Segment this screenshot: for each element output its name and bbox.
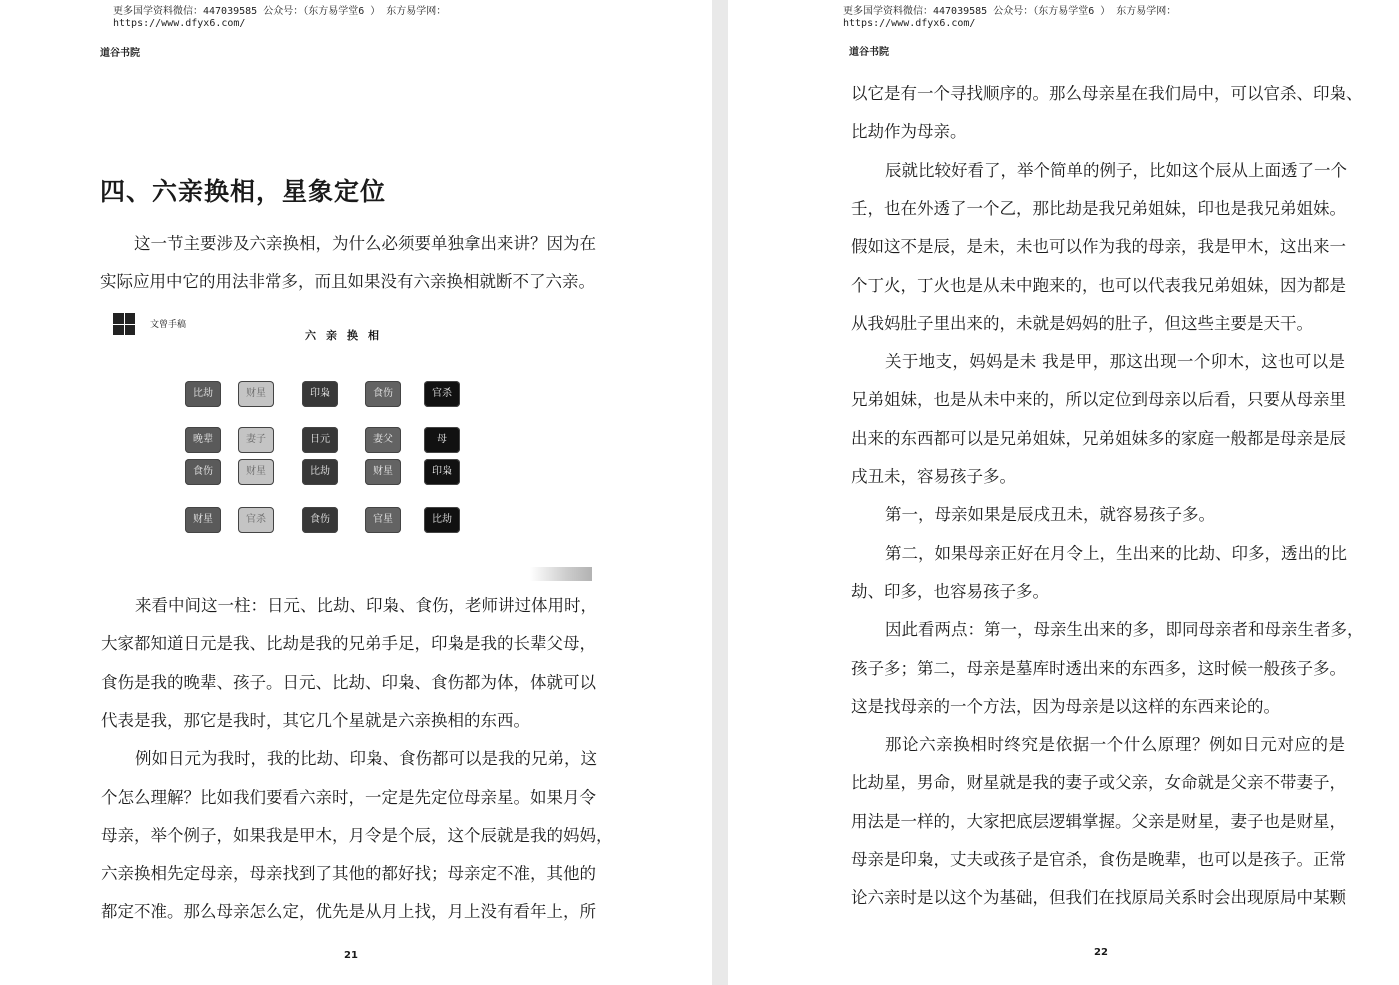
page-number: 22 — [1094, 947, 1108, 958]
relative-star-box: 食伤 — [302, 507, 338, 533]
text-line: 母亲，举个例子，如果我是甲木，月令是个辰，这个辰就是我的妈妈， — [101, 825, 613, 845]
watermark-url: https://www.dfyx6.com/ — [843, 18, 976, 29]
watermark — [843, 6, 1176, 30]
publisher-label: 道谷书院 — [849, 47, 889, 58]
relative-star-box: 妻父 — [365, 427, 401, 453]
text-line: 母亲是印枭，丈夫或孩子是官杀，食伤是晚辈，也可以是孩子。正常 — [851, 850, 1346, 869]
text-line: 个怎么理解？比如我们要看六亲时，一定是先定位母亲星。如果月令 — [101, 787, 596, 807]
relative-star-box: 财星 — [238, 381, 274, 407]
relative-star-box: 比劫 — [185, 381, 221, 407]
text-line: 辰就比较好看了，举个简单的例子，比如这个辰从上面透了一个 — [885, 160, 1347, 180]
text-line: 出来的东西都可以是兄弟姐妹，兄弟姐妹多的家庭一般都是母亲是辰 — [851, 428, 1346, 448]
relative-star-box: 日元 — [302, 427, 338, 453]
text-line: 实际应用中它的用法非常多，而且如果没有六亲换相就断不了六亲。 — [100, 272, 595, 292]
page-22 — [728, 0, 1399, 985]
logo-icon — [113, 313, 135, 335]
text-line: 六亲换相先定母亲，母亲找到了其他的都好找；母亲定不准，其他的 — [101, 864, 596, 884]
scan-mark — [530, 567, 592, 581]
text-line: 从我妈肚子里出来的，未就是妈妈的肚子，但这些主要是天干。 — [851, 313, 1313, 333]
relative-star-box: 印枭 — [424, 459, 460, 485]
six-relatives-diagram — [100, 305, 600, 595]
publisher-label: 道谷书院 — [100, 48, 140, 59]
text-line: 以它是有一个寻找顺序的。那么母亲星在我们局中，可以官杀、印枭、 — [851, 84, 1363, 103]
text-line: 大家都知道日元是我、比劫是我的兄弟手足，印枭是我的长辈父母， — [101, 634, 596, 654]
text-line: 代表是我，那它是我时，其它几个星就是六亲换相的东西。 — [101, 710, 530, 730]
text-line: 假如这不是辰，是未，未也可以作为我的母亲，我是甲木，这出来一 — [851, 237, 1346, 257]
text-line: 兄弟姐妹，也是从未中来的，所以定位到母亲以后看，只要从母亲里 — [851, 390, 1346, 410]
text-line: 个丁火，丁火也是从未中跑来的，也可以代表我兄弟姐妹，因为都是 — [851, 275, 1346, 295]
text-line: 比劫作为母亲。 — [851, 122, 967, 142]
watermark-line: 更多国学资料微信：447039585 公众号：（东方易学堂6 ） 东方易学网： — [113, 6, 447, 17]
page-number: 21 — [344, 950, 358, 961]
text-line: 关于地支，妈妈是未 我是甲，那这出现一个卯木，这也可以是 — [885, 352, 1345, 372]
text-line: 用法是一样的，大家把底层逻辑掌握。父亲是财星，妻子也是财星， — [851, 811, 1346, 831]
relative-star-box: 晚辈 — [185, 427, 221, 453]
relative-star-box: 比劫 — [424, 507, 460, 533]
relative-star-box: 财星 — [185, 507, 221, 533]
watermark-url: https://www.dfyx6.com/ — [113, 18, 246, 29]
relative-star-box: 财星 — [238, 459, 274, 485]
relative-star-box: 官杀 — [424, 381, 460, 407]
text-line: 第二，如果母亲正好在月令上，生出来的比劫、印多，透出的比 — [885, 543, 1347, 563]
diagram-title: 六亲换相 — [305, 329, 389, 342]
text-line: 这一节主要涉及六亲换相，为什么必须要单独拿出来讲？因为在 — [134, 234, 596, 253]
text-line: 论六亲时是以这个为基础，但我们在找原局关系时会出现原局中某颗 — [851, 888, 1346, 908]
watermark — [113, 6, 446, 30]
relative-star-box: 财星 — [365, 459, 401, 485]
relative-star-box: 官杀 — [238, 507, 274, 533]
section-heading: 四、六亲换相，星象定位 — [100, 177, 387, 206]
text-line: 食伤是我的晚辈、孩子。日元、比劫、印枭、食伤都为体，体就可以 — [101, 672, 596, 692]
watermark-line: 更多国学资料微信：447039585 公众号：（东方易学堂6 ） 东方易学网： — [843, 6, 1177, 17]
relative-star-box: 官星 — [365, 507, 401, 533]
text-line: 劫、印多，也容易孩子多。 — [851, 581, 1049, 601]
text-line: 这是找母亲的一个方法，因为母亲是以这样的东西来论的。 — [851, 696, 1280, 716]
text-line: 那论六亲换相时终究是依据一个什么原理？例如日元对应的是 — [885, 735, 1345, 755]
relative-star-box: 比劫 — [302, 459, 338, 485]
text-line: 第一，母亲如果是辰戌丑未，就容易孩子多。 — [885, 505, 1215, 525]
text-line: 因此看两点：第一，母亲生出来的多，即同母亲者和母亲生者多， — [885, 620, 1364, 640]
relative-star-box: 妻子 — [238, 427, 274, 453]
text-line: 戌丑未，容易孩子多。 — [851, 467, 1016, 486]
diagram-logo-text: 文曾手稿 — [150, 320, 187, 330]
relative-star-box: 母 — [424, 427, 460, 453]
text-line: 例如日元为我时，我的比劫、印枭、食伤都可以是我的兄弟，这 — [135, 749, 597, 769]
text-line: 孩子多；第二，母亲是墓库时透出来的东西多，这时候一般孩子多。 — [851, 658, 1346, 678]
text-line: 来看中间这一柱：日元、比劫、印枭、食伤，老师讲过体用时， — [135, 596, 597, 615]
text-line: 都定不准。那么母亲怎么定，优先是从月上找，月上没有看年上，所 — [101, 902, 596, 922]
relative-star-box: 食伤 — [185, 459, 221, 485]
relative-star-box: 食伤 — [365, 381, 401, 407]
text-line: 比劫星，男命，财星就是我的妻子或父亲，女命就是父亲不带妻子， — [851, 773, 1346, 793]
text-line: 壬，也在外透了一个乙，那比劫是我兄弟姐妹，印也是我兄弟姐妹。 — [851, 198, 1346, 218]
relative-star-box: 印枭 — [302, 381, 338, 407]
